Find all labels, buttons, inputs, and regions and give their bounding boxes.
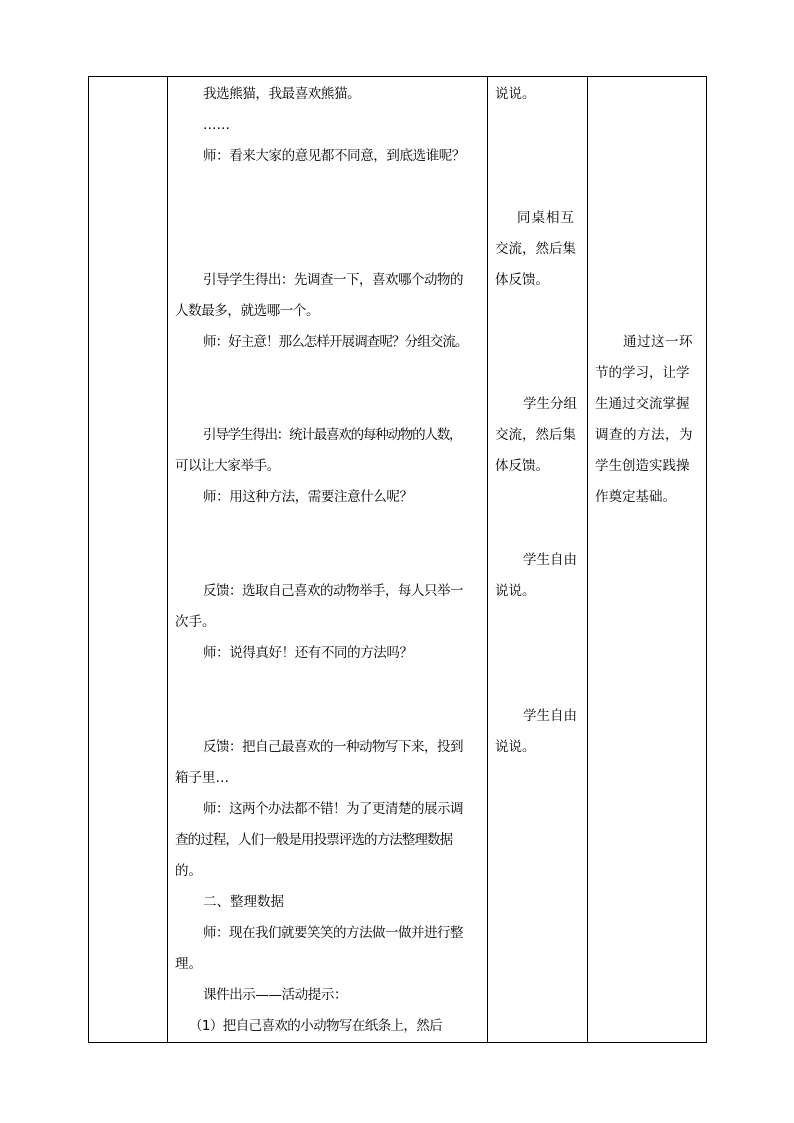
student-line: 交流，然后集 (495, 427, 576, 443)
intent-line: 通过这一环 (623, 334, 693, 350)
activity-line: 师：好主意！那么怎样开展调查呢？分组交流。 (203, 334, 468, 350)
activity-line: 可以让大家举手。 (175, 458, 280, 474)
student-line: 交流，然后集 (495, 241, 576, 257)
activity-line: 二、整理数据 (203, 894, 284, 910)
column-divider (167, 77, 168, 1042)
column-divider (487, 77, 488, 1042)
activity-line: 师：用这种方法，需要注意什么呢？ (203, 489, 413, 505)
student-line: 学生自由 (523, 708, 577, 724)
activity-line: …… (203, 117, 230, 133)
student-line: 体反馈。 (495, 458, 549, 474)
lesson-plan-table (88, 76, 707, 1043)
intent-line: 节的学习，让学 (595, 365, 690, 381)
activity-line: （1）把自己喜欢的小动物写在纸条上，然后 (189, 1018, 443, 1034)
activity-line: 查的过程，人们一般是用投票评选的方法整理数据 (175, 832, 453, 848)
activity-line: 师：说得真好！还有不同的方法吗？ (203, 645, 413, 661)
activity-line: 理。 (175, 956, 202, 972)
activity-line: 引导学生得出：统计最喜欢的每种动物的人数， (203, 427, 462, 443)
activity-line: 反馈：选取自己喜欢的动物举手，每人只举一 (203, 583, 463, 599)
activity-line: 师：这两个办法都不错！为了更清楚的展示调 (203, 801, 463, 817)
activity-line: 师：现在我们就要笑笑的方法做一做并进行整 (203, 925, 463, 941)
student-line: 体反馈。 (495, 272, 549, 288)
student-line: 说说。 (495, 739, 536, 755)
student-line: 学生分组 (523, 396, 577, 412)
activity-line: 人数最多，就选哪一个。 (175, 303, 320, 319)
student-line: 说说。 (495, 86, 536, 102)
intent-line: 学生创造实践操 (595, 458, 690, 474)
intent-line: 调查的方法，为 (595, 427, 693, 443)
activity-line: 课件出示——活动提示： (203, 987, 348, 1003)
student-line: 说说。 (495, 583, 536, 599)
student-line: 学生自由 (523, 552, 577, 568)
intent-line: 作奠定基础。 (595, 489, 676, 505)
activity-line: 的。 (175, 863, 202, 879)
activity-line: 次手。 (175, 614, 216, 630)
column-divider (587, 77, 588, 1042)
intent-line: 生通过交流掌握 (595, 396, 690, 412)
activity-line: 引导学生得出：先调查一下，喜欢哪个动物的 (203, 272, 463, 288)
activity-line: 我选熊猫，我最喜欢熊猫。 (203, 86, 361, 102)
activity-line: 箱子里… (175, 770, 229, 786)
activity-line: 反馈：把自己最喜欢的一种动物写下来，投到 (203, 739, 463, 755)
student-line: 同桌相互 (517, 210, 575, 226)
activity-line: 师：看来大家的意见都不同意，到底选谁呢？ (203, 148, 465, 164)
